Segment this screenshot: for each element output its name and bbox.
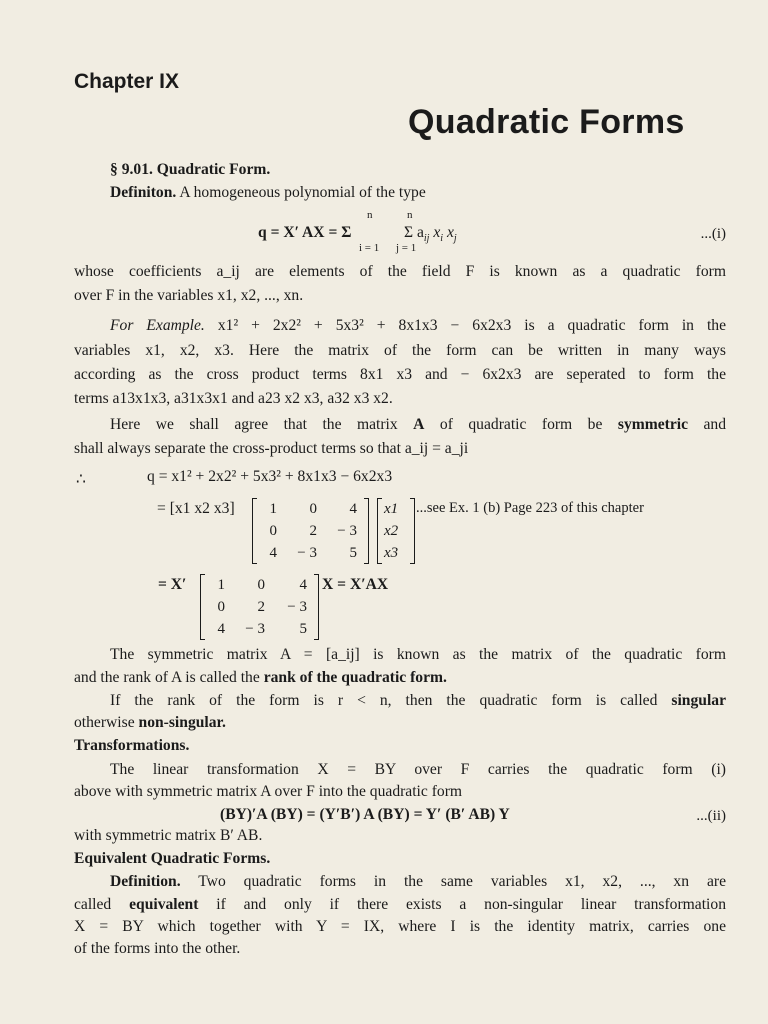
matrix-cell: 5 xyxy=(349,545,357,561)
see-reference: ...see Ex. 1 (b) Page 223 of this chapter xyxy=(416,500,644,516)
x-transpose: = X′ xyxy=(158,576,187,593)
eq1-sigma2-lower: j = 1 xyxy=(396,242,417,254)
matrix-cell: 0 xyxy=(309,501,317,517)
matrix-cell: 0 xyxy=(269,523,277,539)
agree-line1: Here we shall agree that the matrix A of quadratic form be symmetric and xyxy=(110,416,727,433)
matrix-cell: − 3 xyxy=(337,523,357,539)
eq1-lhs: q = X′ AX = Σ xyxy=(258,224,352,241)
example-line4: terms a13x1x3, a31x3x1 and a23 x2 x3, a32 x3 x2. xyxy=(74,390,393,407)
matrix-cell: − 3 xyxy=(297,545,317,561)
example-line3: according as the cross product terms 8x1 x3 and − 6x2x3 are seperated to form the xyxy=(74,366,726,383)
eq1-number: ...(i) xyxy=(700,226,726,242)
example-line2: variables x1, x2, x3. Here the matrix of the form can be written in many ways xyxy=(74,342,726,359)
row-vector: = [x1 x2 x3] xyxy=(157,500,235,517)
equivalent-heading: Equivalent Quadratic Forms. xyxy=(74,850,271,867)
trans-line1: The linear transformation X = BY over F carries the quadratic form (i) xyxy=(110,761,726,778)
trans-line3: with symmetric matrix B′ AB. xyxy=(74,827,263,844)
eq2-number: ...(ii) xyxy=(696,808,726,824)
chapter-label: Chapter IX xyxy=(74,70,180,93)
matrix-cell: 4 xyxy=(269,545,277,561)
transformations-heading: Transformations. xyxy=(74,737,190,754)
eq1-rhs: Σ $a_{ij}$ $x_i$ $x_j$ xyxy=(404,224,457,245)
page-title: Quadratic Forms xyxy=(408,103,685,141)
equiv-line2: called equivalent if and only if there exists a non-singular linear transformation xyxy=(74,896,726,913)
matrix2-cell: − 3 xyxy=(287,599,307,615)
matrix2-cell: 4 xyxy=(299,577,307,593)
sym-line2: and the rank of A is called the rank of the quadratic form. xyxy=(74,669,447,686)
example-label: For Example. xyxy=(110,317,205,334)
definition-text: A homogeneous polynomial of the type xyxy=(179,184,426,201)
matrix2-cell: 2 xyxy=(257,599,265,615)
matrix2-cell: − 3 xyxy=(245,621,265,637)
para1-line2: over F in the variables x1, x2, ..., xn. xyxy=(74,287,304,304)
equation-i xyxy=(258,224,351,242)
eq1-sigma1-upper: n xyxy=(367,209,373,221)
sym-line1: The symmetric matrix A = [a_ij] is known as the matrix of the quadratic form xyxy=(110,646,726,663)
example-line1: For Example. x1² + 2x2² + 5x3² + 8x1x3 − 6x2x3 is a quadratic form in the xyxy=(110,317,727,334)
sym-line4: otherwise non-singular. xyxy=(74,714,226,731)
section-heading: § 9.01. Quadratic Form. xyxy=(110,161,271,178)
form-result: X = X′AX xyxy=(322,576,389,593)
matrix-cell: 2 xyxy=(309,523,317,539)
equiv-line3: X = BY which together with Y = IX, where I is the identity matrix, carries one xyxy=(74,918,726,935)
vector-cell: x1 xyxy=(384,501,399,517)
matrix-cell: 1 xyxy=(269,501,277,517)
matrix2-cell: 0 xyxy=(217,599,225,615)
trans-line2: above with symmetric matrix A over F into the quadratic form xyxy=(74,783,463,800)
para1-line1: whose coefficients a_ij are elements of the field F is known as a quadratic form xyxy=(74,263,726,280)
equiv-line4: of the forms into the other. xyxy=(74,940,241,957)
equation-ii: (BY)′A (BY) = (Y′B′) A (BY) = Y′ (B′ AB) Y xyxy=(220,806,510,823)
matrix2-cell: 1 xyxy=(217,577,225,593)
therefore-symbol: ∴ xyxy=(76,471,86,488)
sym-line3: If the rank of the form is r < n, then the quadratic form is called singular xyxy=(110,692,726,709)
definition-label: Definiton. xyxy=(110,184,177,201)
definition-line xyxy=(110,184,762,202)
coefficient-matrix xyxy=(252,498,369,564)
matrix2-cell: 0 xyxy=(257,577,265,593)
vector-cell: x2 xyxy=(384,523,399,539)
matrix2-cell: 4 xyxy=(217,621,225,637)
column-vector xyxy=(377,498,415,564)
equiv-line1: Definition. Two quadratic forms in the same variables x1, x2, ..., xn are xyxy=(110,873,726,890)
matrix-cell: 4 xyxy=(349,501,357,517)
matrix2-cell: 5 xyxy=(299,621,307,637)
vector-cell: x3 xyxy=(384,545,399,561)
eq1-sigma2-upper: n xyxy=(407,209,413,221)
coefficient-matrix-2 xyxy=(200,574,319,640)
q-expression: q = x1² + 2x2² + 5x3² + 8x1x3 − 6x2x3 xyxy=(147,468,393,485)
eq1-sigma1-lower: i = 1 xyxy=(359,242,380,254)
agree-line2: shall always separate the cross-product terms so that a_ij = a_ji xyxy=(74,440,469,457)
